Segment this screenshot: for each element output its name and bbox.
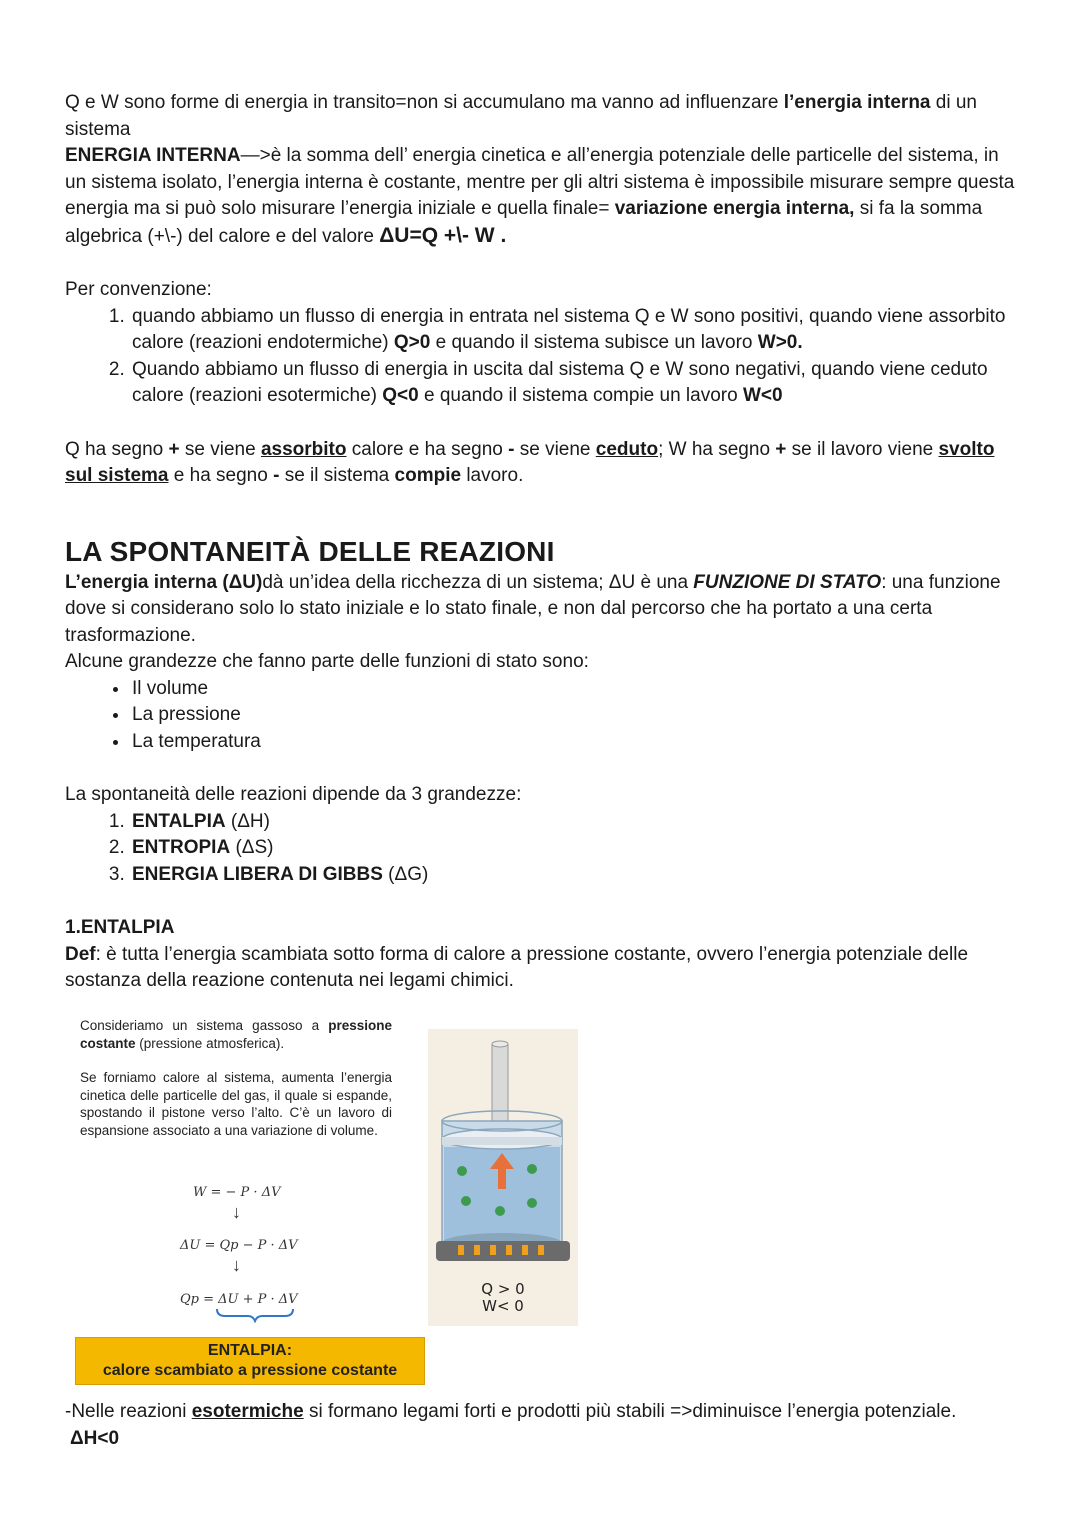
paragraph-energia-interna: ENERGIA INTERNA—>è la somma dell’ energia cinetica e all’energia potenziale delle particelle del sistema, in un sistema isolato, l’energia interna è costante, mentre per gli altri sistema è impossibile misurare sempre questa energia ma si può solo misurare l’energia iniziale e quella finale= variazione energia interna, si fa la somma algebrica (+\-) del calore e del valore ΔU=Q +\- W . <box>65 145 1015 247</box>
state-functions-list <box>65 676 1015 756</box>
list-item: 2. ENTROPIA (ΔS) <box>130 835 1015 862</box>
figure-text: Consideriamo un sistema gassoso a pressione costante (pressione atmosferica). Se forniamo calore al sistema, aumenta l’energia cinetica delle particelle del gas, il quale si espande, spostando il pistone verso l’alto. C’è un lavoro di espansione associato a una variazione di volume. <box>80 1018 392 1138</box>
convention-list <box>65 304 1015 410</box>
equation-work: W = − P · ΔV <box>193 1185 281 1200</box>
list-item: 2. Quando abbiamo un flusso di energia in uscita dal sistema Q e W sono negativi, quando viene ceduto calore (reazioni esotermiche) Q<0 e quando il sistema compie un lavoro W<0 <box>130 357 1015 410</box>
entalpia-heading: 1.ENTALPIA <box>65 917 175 938</box>
paragraph-funzione-stato: L’energia interna (ΔU)dà un’idea della ricchezza di un sistema; ΔU è una FUNZIONE DI STATO: una funzione dove si considerano solo lo stato iniziale e lo stato finale, e non dal percorso che ha portato a una certa trasformazione. <box>65 571 1001 646</box>
paragraph-energia-transito: Q e W sono forme di energia in transito=non si accumulano ma vanno ad influenzare l’energia interna di un sistema <box>65 92 977 140</box>
paragraph-segno: Q ha segno + se viene assorbito calore e ha segno - se viene ceduto; W ha segno + se il lavoro viene svolto sul sistema e ha segno - se il sistema compie lavoro. <box>65 438 995 486</box>
piston-illustration <box>428 1029 578 1326</box>
list-item: 1. ENTALPIA (ΔH) <box>130 809 1015 836</box>
brace-icon <box>215 1307 295 1323</box>
paragraph-spontaneita: La spontaneità delle reazioni dipende da 3 grandezze: <box>65 784 522 805</box>
esotermiche-paragraph: -Nelle reazioni esotermiche si formano legami forti e prodotti più stabili =>diminuisce l’energia potenziale. ΔH<0 <box>65 1401 957 1449</box>
grandezze-list <box>65 809 1015 889</box>
formula-delta-u: ΔU=Q +\- W . <box>379 223 507 247</box>
paragraph-grandezze-stato: Alcune grandezze che fanno parte delle funzioni di stato sono: <box>65 651 589 672</box>
entalpia-definition: Def: è tutta l’energia scambiata sotto forma di calore a pressione costante, ovvero l’energia potenziale delle sostanza della reazione contenuta nei legami chimici. <box>65 943 969 991</box>
equation-qp: Qp = ΔU + P · ΔV <box>180 1292 298 1307</box>
entalpia-figure <box>65 1005 590 1390</box>
list-item: 3. ENERGIA LIBERA DI GIBBS (ΔG) <box>130 862 1015 889</box>
q-label: Q > 0 <box>481 1280 525 1298</box>
down-arrow-icon: ↓ <box>232 1255 241 1275</box>
list-item: 1. quando abbiamo un flusso di energia in entrata nel sistema Q e W sono positivi, quando viene assorbito calore (reazioni endotermiche) Q>0 e quando il sistema subisce un lavoro W>0. <box>130 304 1015 357</box>
convention-intro: Per convenzione: <box>65 279 212 300</box>
down-arrow-icon: ↓ <box>232 1202 241 1222</box>
equation-delta-u: ΔU = Qp − P · ΔV <box>180 1238 298 1253</box>
entalpia-callout: ENTALPIA: calore scambiato a pressione costante <box>75 1337 425 1385</box>
list-item: • Il volume <box>130 676 1015 703</box>
w-label: W< 0 <box>482 1297 524 1315</box>
list-item: • La pressione <box>130 702 1015 729</box>
section-title: LA SPONTANEITÀ DELLE REAZIONI <box>65 535 555 567</box>
list-item: • La temperatura <box>130 729 1015 756</box>
document-body <box>65 90 1015 995</box>
